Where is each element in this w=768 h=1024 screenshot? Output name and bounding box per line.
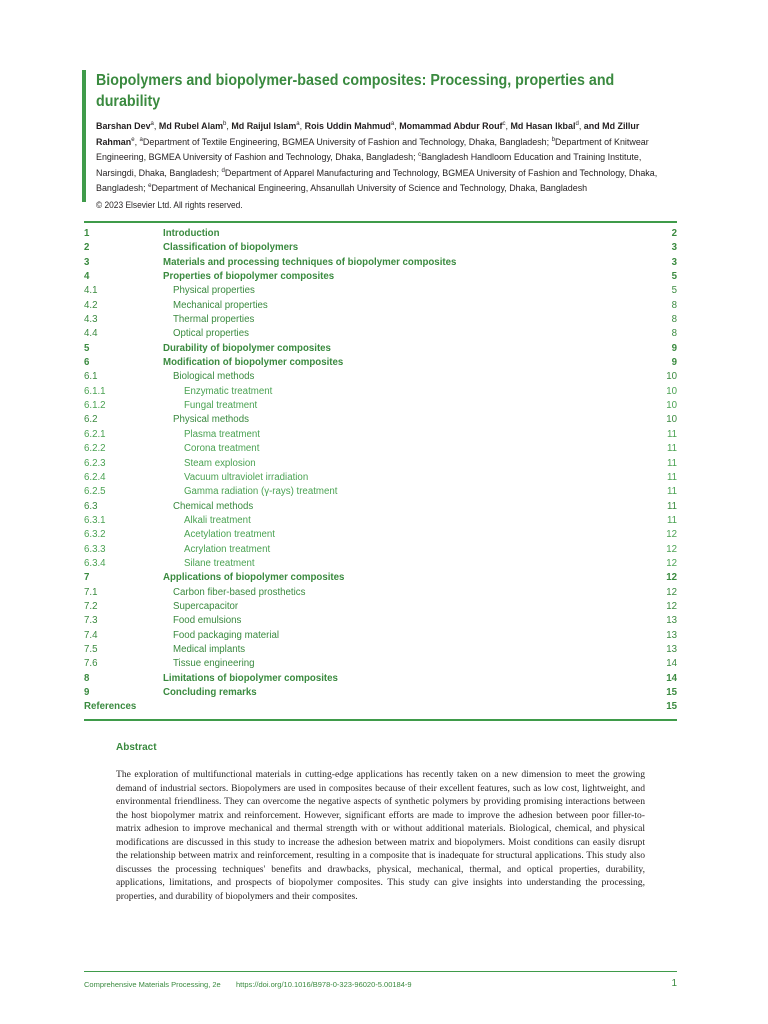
toc-page-number: 11 [666,486,677,498]
toc-section-number: 6.3.3 [84,543,106,555]
toc-page-number: 11 [666,457,677,469]
title-accent-bar [82,70,86,202]
toc-section-title[interactable]: Acetylation treatment [184,529,276,541]
toc-entry[interactable] [84,686,677,700]
toc-section-title[interactable]: Concluding remarks [163,687,257,698]
table-of-contents [84,227,677,715]
toc-section-number: 6.2 [84,414,98,426]
toc-section-number: 4 [84,271,90,283]
toc-section-number: 7.4 [84,629,98,641]
toc-section-number: 6.1.1 [84,385,106,397]
toc-entry[interactable] [84,299,677,313]
toc-section-number: 6.2.1 [84,428,106,440]
author-name: Momammad Abdur Rouf [399,121,503,132]
toc-entry[interactable] [84,327,677,341]
toc-entry[interactable] [84,700,677,714]
toc-section-number: 3 [84,256,90,268]
toc-section-title[interactable]: Gamma radiation (γ-rays) treatment [184,486,338,498]
affiliation: Department of Textile Engineering, BGMEA University of Fashion and Technology, Dhaka, Bangladesh [142,136,547,148]
toc-page-number: 12 [666,600,677,612]
affiliation: Bangladesh Handloom Education and Training Institute, Narsingdi, Dhaka, Bangladesh [96,152,642,179]
toc-section-title[interactable]: Physical properties [173,285,255,297]
author-name: Md Raijul Islam [231,121,297,132]
toc-section-number: 6.1.2 [84,400,106,412]
page-number: 1 [671,978,677,989]
toc-page-number: 3 [671,256,677,268]
toc-section-title[interactable]: Carbon fiber-based prosthetics [173,586,306,598]
toc-section-number: 6.2.4 [84,471,106,483]
toc-section-title[interactable]: Physical methods [173,414,249,426]
toc-entry[interactable] [84,370,677,384]
toc-entry[interactable] [84,241,677,255]
authors-block: Barshan Dev$^a$, Md Rubel Alam$^b$, Md Raijul Islam$^a$, Rois Uddin Mahmud$^a$, Momammad Abdur Rouf$^c$, Md Hasan Ikbal$^d$, and Md Zillur Rahman$^e$, $^a$Department of Textile Engineering, BGMEA University of Fashion and Technology, Dhaka, Bangladesh; $^b$Department of Knitwear Engineering, BGMEA University of Fashion and Technology, Dhaka, Bangladesh; $^c$Bangladesh Handloom Education and Training Institute, Narsingdi, Dhaka, Bangladesh; $^d$Department of Apparel Manufacturing and Technology, BGMEA University of Fashion and Technology, Dhaka, Bangladesh; $^e$Department of Mechanical Engineering, Ahsanullah University of Science and Technology, Dhaka, Bangladesh [96,119,658,195]
toc-section-title[interactable]: Materials and processing techniques of biopolymer composites [163,256,457,268]
author-name: Rois Uddin Mahmud [304,121,391,132]
abstract-heading: Abstract [116,742,157,753]
toc-top-rule [84,221,677,223]
toc-entry[interactable] [84,586,677,600]
toc-entry[interactable] [84,485,677,499]
toc-entry[interactable] [84,557,677,571]
toc-section-number: 6.2.2 [84,443,106,455]
toc-entry[interactable] [84,543,677,557]
toc-entry[interactable] [84,672,677,686]
toc-entry[interactable] [84,442,677,456]
toc-section-number: 4.3 [84,314,98,326]
toc-section-number: 9 [84,687,90,698]
toc-section-title[interactable]: Limitations of biopolymer composites [163,672,338,684]
toc-section-title[interactable]: Vacuum ultraviolet irradiation [184,471,309,483]
copyright-notice: © 2023 Elsevier Ltd. All rights reserved. [96,200,243,210]
affiliation: Department of Apparel Manufacturing and Technology, BGMEA University of Fashion and Technology, Dhaka, Bangladesh [96,167,658,195]
toc-page-number: 11 [666,428,677,440]
toc-entry[interactable] [84,385,677,399]
toc-section-number: 4.4 [84,328,98,340]
toc-page-number: 11 [666,471,677,483]
toc-entry[interactable] [84,528,677,542]
toc-entry[interactable] [84,270,677,284]
toc-page-number: 10 [666,385,677,397]
toc-section-title[interactable]: Alkali treatment [184,514,251,526]
toc-page-number: 8 [671,328,677,340]
toc-section-title[interactable]: Plasma treatment [184,428,260,440]
toc-section-title[interactable]: Tissue engineering [173,658,255,670]
toc-section-title[interactable]: Food emulsions [173,615,242,627]
toc-page-number: 14 [666,658,677,670]
toc-section-number: 6.3.2 [84,529,106,541]
toc-page-number: 11 [666,443,677,455]
toc-page-number: 2 [671,228,677,239]
toc-section-number: References [84,701,137,713]
toc-section-number: 6.2.5 [84,486,106,498]
toc-section-number: 6.2.3 [84,457,106,469]
toc-page-number: 12 [666,529,677,541]
toc-entry[interactable] [84,342,677,356]
toc-entry[interactable] [84,500,677,514]
toc-section-number: 1 [84,228,90,239]
toc-page-number: 15 [666,701,677,713]
toc-page-number: 12 [666,543,677,555]
toc-page-number: 15 [666,687,677,698]
toc-page-number: 12 [666,572,677,584]
toc-page-number: 8 [671,299,677,311]
toc-entry[interactable] [84,227,677,241]
toc-section-title[interactable]: Mechanical properties [173,299,268,311]
toc-section-number: 6.1 [84,371,98,383]
author-name: Md Zillur Rahman [96,121,640,148]
toc-page-number: 11 [666,500,677,512]
toc-page-number: 13 [666,643,677,655]
toc-section-title[interactable]: Durability of biopolymer composites [163,342,331,354]
toc-section-number: 4.2 [84,299,98,311]
toc-entry[interactable] [84,428,677,442]
toc-section-title[interactable]: Optical properties [173,328,249,340]
toc-entry[interactable] [84,629,677,643]
toc-section-number: 7.1 [84,586,98,598]
toc-page-number: 13 [666,629,677,641]
toc-entry[interactable] [84,514,677,528]
toc-page-number: 14 [666,672,677,684]
toc-page-number: 10 [666,414,677,426]
toc-section-title[interactable]: Silane treatment [184,557,255,569]
author-name: Md Rubel Alam [158,121,224,132]
toc-section-title[interactable]: Acrylation treatment [184,543,271,555]
toc-section-title[interactable]: Thermal properties [173,314,255,326]
toc-bottom-rule [84,719,677,721]
toc-page-number: 8 [671,314,677,326]
toc-entry[interactable] [84,600,677,614]
toc-section-title[interactable]: Applications of biopolymer composites [163,572,345,584]
toc-section-number: 6.3.4 [84,557,106,569]
toc-section-number: 4.1 [84,285,98,297]
toc-page-number: 10 [666,371,677,383]
toc-section-number: 7.5 [84,643,98,655]
footer-rule [84,971,677,972]
toc-entry[interactable] [84,399,677,413]
toc-section-title[interactable]: Enzymatic treatment [184,385,273,397]
toc-page-number: 5 [671,271,677,283]
toc-section-title[interactable]: Classification of biopolymers [163,242,299,254]
toc-section-number: 5 [84,342,90,354]
author-name: Barshan Dev [96,121,151,132]
toc-section-number: 6.3 [84,500,98,512]
toc-entry[interactable] [84,284,677,298]
toc-entry[interactable] [84,614,677,628]
toc-page-number: 5 [671,285,677,297]
doi-link[interactable]: https://doi.org/10.1016/B978-0-323-96020-5.00184-9 [236,980,412,989]
author-name: Md Hasan Ikbal [510,121,576,132]
toc-section-number: 7 [84,572,90,584]
toc-section-title[interactable]: Fungal treatment [184,400,258,412]
toc-entry[interactable] [84,356,677,370]
toc-entry[interactable] [84,471,677,485]
toc-page-number: 12 [666,557,677,569]
toc-page-number: 13 [666,615,677,627]
toc-section-title[interactable]: Modification of biopolymer composites [163,357,344,369]
toc-section-title[interactable]: Corona treatment [184,443,260,455]
toc-page-number: 10 [666,400,677,412]
toc-entry[interactable] [84,256,677,270]
toc-entry[interactable] [84,643,677,657]
toc-section-title[interactable]: Supercapacitor [173,600,239,612]
toc-entry[interactable] [84,457,677,471]
toc-section-title[interactable]: Properties of biopolymer composites [163,271,335,283]
toc-page-number: 9 [671,342,677,354]
toc-section-number: 7.3 [84,615,98,627]
toc-entry[interactable] [84,657,677,671]
toc-page-number: 11 [666,514,677,526]
toc-entry[interactable] [84,571,677,585]
toc-section-title[interactable]: Steam explosion [184,457,256,469]
abstract-body: The exploration of multifunctional materials in cutting-edge applications has recently taken on a new dimension to meet the growing demand of industrial sectors. Biopolymers are used in composites because of their excellent features, such as low cost, lightweight, and environmental friendliness. They can overcome the negative aspects of synthetic polymers by providing promising interactions between the host biopolymer matrix and reinforcement. However, significant efforts are made to improve the adhesion between poor filler-to-matrix adhesion to improve mechanical and thermal strength with or without additional materials. Biological, chemical, and physical modifications are discussed in this study to increase the adhesion between matrix and biopolymers. Moist conditions can easily disrupt the relationship between matrix and reinforcement, resulting in a composite that is inadequate for structural applications. This study also discusses the processing techniques' benefits and drawbacks, physical, mechanical, thermal, and optical properties, durability, applications, limitations, and prospects of biopolymer composites. This study can give insights into understanding the processing, properties, and durability of biopolymers and their composites. [116,769,645,902]
toc-section-title[interactable]: Introduction [163,228,220,239]
toc-section-number: 6 [84,357,90,369]
article-title: Biopolymers and biopolymer-based composites: Processing, properties and durability [96,72,615,110]
toc-section-title[interactable]: Medical implants [173,643,246,655]
toc-section-number: 7.2 [84,600,98,612]
toc-section-number: 7.6 [84,658,98,670]
toc-page-number: 3 [671,242,677,254]
toc-section-number: 8 [84,672,90,684]
toc-section-title[interactable]: Chemical methods [173,500,254,512]
affiliation: Department of Mechanical Engineering, Ahsanullah University of Science and Technology, Dhaka, Bangladesh [151,183,588,195]
toc-entry[interactable] [84,313,677,327]
toc-entry[interactable] [84,413,677,427]
toc-section-number: 2 [84,242,90,254]
toc-page-number: 12 [666,586,677,598]
toc-section-number: 6.3.1 [84,514,106,526]
footer-journal: Comprehensive Materials Processing, 2e [84,980,221,989]
affiliation: Department of Knitwear Engineering, BGMEA University of Fashion and Technology, Dhaka, Bangladesh [96,136,649,164]
toc-section-title[interactable]: Food packaging material [173,629,280,641]
toc-section-title[interactable]: Biological methods [173,371,255,383]
toc-page-number: 9 [671,357,677,369]
